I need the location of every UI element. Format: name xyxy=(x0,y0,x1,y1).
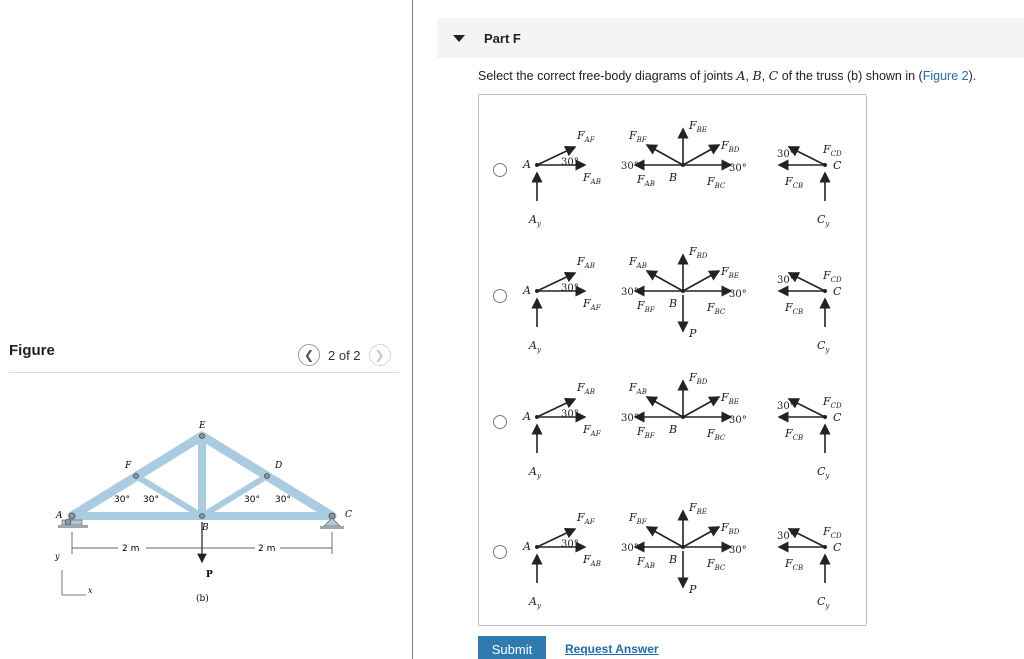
joint-c-reaction-sub: y xyxy=(825,220,830,228)
joint-a-force-1-sub: AF xyxy=(584,136,595,144)
joint-c-force-1 xyxy=(822,269,842,284)
joint-c-force-1-sub: CD xyxy=(830,402,842,410)
joint-b-top-label xyxy=(688,501,707,516)
figure-link[interactable]: Figure 2 xyxy=(922,69,969,83)
question-panel xyxy=(437,0,1024,659)
joint-a-reaction-main: A xyxy=(529,213,537,226)
joint-b-upper-right-force xyxy=(683,271,719,291)
joint-c-force-2-main: F xyxy=(785,175,793,188)
joint-b-label xyxy=(668,423,677,436)
joint-a-force-1 xyxy=(576,255,595,270)
joint-b-angle-left: 30° xyxy=(621,287,639,298)
question-middle: of the truss (b) shown in ( xyxy=(781,69,923,83)
x-axis-label: x xyxy=(88,586,93,595)
joint-c-fbd xyxy=(777,269,842,354)
span-label-2: 2 m xyxy=(258,544,276,554)
joint-b-label xyxy=(668,171,677,184)
joint-b-upper-right-label-main: F xyxy=(721,521,729,534)
joint-c-reaction-main: C xyxy=(817,595,826,608)
joint-b-lower-right-label-sub: BC xyxy=(714,182,726,190)
joint-b-label-main: B xyxy=(669,171,678,184)
joint-b-load-label: P xyxy=(689,583,697,596)
joint-a-reaction xyxy=(528,213,542,228)
caret-down-icon xyxy=(453,35,465,42)
joint-b-upper-right-force xyxy=(683,397,719,417)
joint-b-lower-left-label-main: F xyxy=(637,173,645,186)
joint-b-upper-left-label xyxy=(628,381,647,396)
joint-c-force-1-sub: CD xyxy=(830,150,842,158)
joint-a-label xyxy=(522,284,531,297)
load-p-label: P xyxy=(206,570,213,580)
joint-c-fbd xyxy=(777,395,842,480)
truss-angle-2: 30° xyxy=(143,495,159,505)
joint-b-top-label-main: F xyxy=(689,371,697,384)
pager-count: 2 of 2 xyxy=(328,347,361,363)
joint-c-label xyxy=(833,159,842,172)
free-body-diagram-2 xyxy=(509,231,865,359)
joint-c-reaction-sub: y xyxy=(825,346,830,354)
joint-a-reaction xyxy=(528,595,542,610)
joint-c-force-1-sub: CD xyxy=(830,276,842,284)
joint-a-reaction-sub: y xyxy=(536,220,541,228)
joint-a-label xyxy=(522,410,531,423)
joint-a-reaction-main: A xyxy=(529,595,537,608)
answer-option-2[interactable] xyxy=(479,231,866,359)
joint-a-angle: 30° xyxy=(561,157,579,168)
joint-c-force-2-sub: CB xyxy=(792,564,804,572)
joint-a-fbd xyxy=(522,381,602,480)
joint-c-force-1-main: F xyxy=(823,143,831,156)
joint-c-force-2 xyxy=(784,301,803,316)
joint-a-force-1 xyxy=(576,129,596,144)
joint-b-top-label-sub: BE xyxy=(696,508,707,516)
question-text xyxy=(478,68,976,83)
joint-b-lower-left-label xyxy=(636,555,655,570)
joint-label-b: B xyxy=(202,523,209,533)
question-comma-2: , xyxy=(761,69,766,83)
joint-a-reaction-main: A xyxy=(529,339,537,352)
joint-b-upper-right-label-main: F xyxy=(721,391,729,404)
joint-a-fbd xyxy=(522,255,602,354)
joint-b-lower-right-label-sub: BC xyxy=(714,308,726,316)
joint-b-upper-right-label-sub: BE xyxy=(728,398,739,406)
figure-panel xyxy=(0,0,413,659)
joint-b-lower-left-label-sub: AB xyxy=(644,180,655,188)
joint-a-reaction xyxy=(528,339,542,354)
joint-b-upper-left-force xyxy=(647,527,683,547)
joint-c-angle: 30° xyxy=(777,531,795,542)
question-comma-1: , xyxy=(745,69,749,83)
joint-a-force-1-sub: AF xyxy=(584,518,595,526)
joint-b-upper-right-label-sub: BD xyxy=(728,528,740,536)
joint-b-lower-right-label-sub: BC xyxy=(714,434,726,442)
joint-a-label-main: A xyxy=(523,540,531,553)
joint-b-lower-left-label xyxy=(636,425,656,440)
joint-b-lower-left-label-main: F xyxy=(637,299,645,312)
joint-b-angle-left: 30° xyxy=(621,161,639,172)
joint-c-force-1-main: F xyxy=(823,395,831,408)
joint-b-upper-left-label xyxy=(628,129,648,144)
joint-b-lower-right-label-main: F xyxy=(707,301,715,314)
joint-a-label xyxy=(522,158,531,171)
joint-b-upper-right-label-sub: BE xyxy=(728,272,739,280)
joint-b-lower-right-label-main: F xyxy=(707,175,715,188)
chevron-left-icon: ❮ xyxy=(303,348,315,362)
free-body-diagram-4 xyxy=(509,487,865,615)
joint-b-lower-left-label xyxy=(636,173,655,188)
joint-c-force-1 xyxy=(822,143,842,158)
joint-a-force-1-main: F xyxy=(577,129,585,142)
joint-c-force-1-sub: CD xyxy=(830,532,842,540)
part-title: Part F xyxy=(484,30,521,46)
joint-c-force-2 xyxy=(784,427,803,442)
part-header[interactable] xyxy=(437,18,1024,58)
joint-c-reaction-main: C xyxy=(817,465,826,478)
joint-b-top-label-sub: BE xyxy=(696,126,707,134)
joint-c-reaction xyxy=(817,339,830,354)
joint-b-label-main: B xyxy=(669,553,678,566)
joint-c-reaction xyxy=(817,465,830,480)
joint-b-lower-left-label-sub: BF xyxy=(644,306,655,314)
joint-c-reaction xyxy=(817,595,830,610)
free-body-diagram-3 xyxy=(509,357,865,485)
figure-divider xyxy=(9,372,399,373)
question-suffix: ). xyxy=(968,69,977,83)
joint-b-upper-left-label-main: F xyxy=(629,255,637,268)
previous-figure-button[interactable] xyxy=(298,344,320,366)
joint-b-angle-right: 30° xyxy=(729,163,747,174)
joint-b-upper-left-label-sub: BF xyxy=(636,518,647,526)
joint-b-top-label-sub: BD xyxy=(696,252,708,260)
answer-option-1[interactable] xyxy=(479,105,866,233)
joint-b-top-label-main: F xyxy=(689,119,697,132)
joint-c-label-main: C xyxy=(833,285,842,298)
joint-c-force-1-main: F xyxy=(823,269,831,282)
joint-c-reaction-main: C xyxy=(817,213,826,226)
joint-b-angle-right: 30° xyxy=(729,545,747,556)
joint-b-upper-left-label-sub: BF xyxy=(636,136,647,144)
joint-a-reaction-main: A xyxy=(529,465,537,478)
joint-b-angle-left: 30° xyxy=(621,543,639,554)
joint-b-upper-left-label-main: F xyxy=(629,511,637,524)
joint-c-force-2-sub: CB xyxy=(792,434,804,442)
truss-diagram xyxy=(50,410,370,610)
answer-option-4[interactable] xyxy=(479,487,866,615)
joint-c-force-2-sub: CB xyxy=(792,308,804,316)
joint-b-label-main: B xyxy=(669,423,678,436)
joint-c-reaction-main: C xyxy=(817,339,826,352)
joint-b-upper-right-label-sub: BD xyxy=(728,146,740,154)
answer-radio-3[interactable] xyxy=(493,415,507,429)
joint-b-lower-right-label xyxy=(706,557,726,572)
joint-label-a: A xyxy=(56,511,63,521)
joint-a-reaction-sub: y xyxy=(536,472,541,480)
joint-b-fbd xyxy=(621,371,747,442)
joint-b-fbd xyxy=(621,245,747,340)
joint-c-label xyxy=(833,411,842,424)
joint-b-upper-left-label-sub: AB xyxy=(636,388,647,396)
joint-a-label-main: A xyxy=(523,158,531,171)
joint-c-label-main: C xyxy=(833,411,842,424)
joint-b-upper-left-label xyxy=(628,511,648,526)
joint-c-label xyxy=(833,541,842,554)
joint-c-label xyxy=(833,285,842,298)
joint-b-fbd xyxy=(621,119,747,190)
joint-a-force-2-main: F xyxy=(583,171,591,184)
joint-a-angle: 30° xyxy=(561,409,579,420)
joint-b-upper-right-label xyxy=(720,265,739,280)
joint-label-d: D xyxy=(275,461,283,471)
joint-a-force-1-main: F xyxy=(577,511,585,524)
joint-a-reaction-sub: y xyxy=(536,602,541,610)
joint-b-top-label xyxy=(688,119,707,134)
joint-c-force-1 xyxy=(822,525,842,540)
joint-e-pin xyxy=(200,434,205,439)
truss-members xyxy=(72,436,332,516)
figure-caption: (b) xyxy=(196,594,209,604)
joint-a-reaction xyxy=(528,465,542,480)
question-prefix: Select the correct free-body diagrams of joints xyxy=(478,69,733,83)
joint-f-pin xyxy=(134,474,139,479)
joint-b-lower-right-label xyxy=(706,301,726,316)
joint-b-label xyxy=(668,553,677,566)
joint-c-force-2 xyxy=(784,557,803,572)
joint-b-pin xyxy=(200,514,205,519)
answer-radio-2[interactable] xyxy=(493,289,507,303)
joint-b-upper-right-label xyxy=(720,391,739,406)
joint-a-force-2-main: F xyxy=(583,423,591,436)
joint-b-upper-left-force xyxy=(647,397,683,417)
truss-angle-1: 30° xyxy=(114,495,130,505)
answer-option-3[interactable] xyxy=(479,357,866,485)
joint-c-force-2-main: F xyxy=(785,301,793,314)
joint-label-c: C xyxy=(345,510,352,520)
joint-b-upper-right-label-main: F xyxy=(721,265,729,278)
joint-a-force-2-sub: AF xyxy=(590,430,601,438)
figure-pager xyxy=(298,344,391,366)
joint-b-lower-left-label-main: F xyxy=(637,555,645,568)
joint-c-fbd xyxy=(777,525,842,610)
joint-a-force-2 xyxy=(582,171,601,186)
joint-a-pin xyxy=(69,513,75,519)
joint-b-top-label-sub: BD xyxy=(696,378,708,386)
joint-c-fbd xyxy=(777,143,842,228)
joint-a-label-main: A xyxy=(523,410,531,423)
joint-c-reaction-sub: y xyxy=(825,472,830,480)
joint-b-angle-right: 30° xyxy=(729,415,747,426)
joint-a-force-2 xyxy=(582,297,602,312)
joint-a-force-2 xyxy=(582,553,601,568)
submit-button[interactable]: Submit xyxy=(478,636,546,659)
joint-b-upper-right-force xyxy=(683,527,719,547)
joint-a-force-2 xyxy=(582,423,602,438)
joint-c-force-1 xyxy=(822,395,842,410)
free-body-diagram-1 xyxy=(509,105,865,233)
joint-b-label xyxy=(668,297,677,310)
answer-radio-1[interactable] xyxy=(493,163,507,177)
question-joint-b: B xyxy=(752,68,762,83)
joint-b-top-label xyxy=(688,245,708,260)
truss-angle-4: 30° xyxy=(275,495,291,505)
joint-b-lower-right-label-main: F xyxy=(707,557,715,570)
joint-a-force-2-sub: AF xyxy=(590,304,601,312)
joint-c-force-2-main: F xyxy=(785,427,793,440)
y-axis-label: y xyxy=(55,552,60,561)
joint-a-label xyxy=(522,540,531,553)
joint-a-force-1-main: F xyxy=(577,381,585,394)
joint-b-lower-right-label-main: F xyxy=(707,427,715,440)
joint-d-pin xyxy=(265,474,270,479)
joint-label-e: E xyxy=(199,421,206,431)
joint-b-lower-right-label-sub: BC xyxy=(714,564,726,572)
joint-a-force-1-sub: AB xyxy=(584,388,595,396)
request-answer-link[interactable]: Request Answer xyxy=(565,642,659,656)
span-label-1: 2 m xyxy=(122,544,140,554)
joint-c-force-2-main: F xyxy=(785,557,793,570)
pin-support-a xyxy=(58,519,88,528)
joint-a-fbd xyxy=(522,511,601,610)
joint-b-label-main: B xyxy=(669,297,678,310)
joint-b-top-label-main: F xyxy=(689,245,697,258)
joint-b-lower-right-label xyxy=(706,175,726,190)
chevron-right-icon: ❯ xyxy=(374,348,385,362)
joint-b-lower-left-label xyxy=(636,299,656,314)
joint-c-force-1-main: F xyxy=(823,525,831,538)
joint-b-angle-right: 30° xyxy=(729,289,747,300)
joint-c-angle: 30° xyxy=(777,149,795,160)
figure-title: Figure xyxy=(9,342,55,359)
joint-c-label-main: C xyxy=(833,159,842,172)
joint-b-lower-left-label-main: F xyxy=(637,425,645,438)
joint-b-upper-left-label-main: F xyxy=(629,129,637,142)
answer-options xyxy=(478,94,867,626)
joint-label-f: F xyxy=(125,461,132,471)
joint-b-upper-left-label-sub: AB xyxy=(636,262,647,270)
joint-a-force-1-sub: AB xyxy=(584,262,595,270)
joint-c-angle: 30° xyxy=(777,275,795,286)
joint-c-force-2-sub: CB xyxy=(792,182,804,190)
joint-a-reaction-sub: y xyxy=(536,346,541,354)
joint-b-upper-left-force xyxy=(647,271,683,291)
joint-b-top-label xyxy=(688,371,708,386)
joint-b-upper-right-force xyxy=(683,145,719,165)
joint-b-upper-right-label xyxy=(720,139,740,154)
panel-divider xyxy=(412,0,413,659)
joint-b-lower-left-label-sub: AB xyxy=(644,562,655,570)
joint-b-upper-left-force xyxy=(647,145,683,165)
joint-b-top-label-main: F xyxy=(689,501,697,514)
joint-a-force-1 xyxy=(576,381,595,396)
joint-b-upper-left-label xyxy=(628,255,647,270)
joint-a-force-1 xyxy=(576,511,596,526)
joint-a-force-2-sub: AB xyxy=(590,178,601,186)
joint-c-reaction-sub: y xyxy=(825,602,830,610)
joint-b-lower-right-label xyxy=(706,427,726,442)
answer-radio-4[interactable] xyxy=(493,545,507,559)
joint-b-upper-right-label-main: F xyxy=(721,139,729,152)
joint-a-fbd xyxy=(522,129,601,228)
question-joint-c: C xyxy=(768,68,779,83)
joint-a-angle: 30° xyxy=(561,283,579,294)
joint-a-force-1-main: F xyxy=(577,255,585,268)
joint-b-lower-left-label-sub: BF xyxy=(644,432,655,440)
joint-b-upper-right-label xyxy=(720,521,740,536)
question-joint-a: A xyxy=(736,68,746,83)
joint-a-force-2-main: F xyxy=(583,297,591,310)
joint-c-force-2 xyxy=(784,175,803,190)
joint-a-angle: 30° xyxy=(561,539,579,550)
joint-b-upper-left-label-main: F xyxy=(629,381,637,394)
truss-angle-3: 30° xyxy=(244,495,260,505)
joint-a-label-main: A xyxy=(523,284,531,297)
joint-b-fbd xyxy=(621,501,747,596)
joint-b-angle-left: 30° xyxy=(621,413,639,424)
joint-c-reaction xyxy=(817,213,830,228)
joint-a-force-2-sub: AB xyxy=(590,560,601,568)
next-figure-button[interactable] xyxy=(369,344,391,366)
joint-c-angle: 30° xyxy=(777,401,795,412)
joint-b-load-label: P xyxy=(689,327,697,340)
joint-c-label-main: C xyxy=(833,541,842,554)
joint-a-force-2-main: F xyxy=(583,553,591,566)
